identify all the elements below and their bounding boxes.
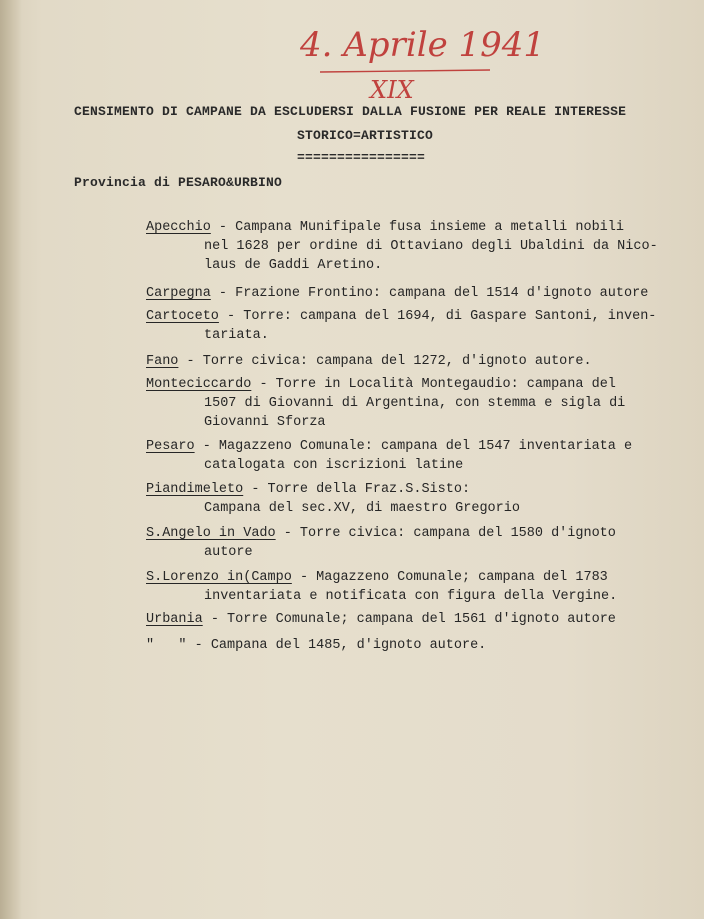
- entry-text: Campana del sec.XV, di maestro Gregorio: [204, 501, 520, 516]
- entry-place: Apecchio: [146, 220, 211, 235]
- entry-text: - Campana Munifipale fusa insieme a metalli nobili: [218, 220, 624, 235]
- handwritten-underline: [320, 70, 490, 72]
- entry-text: nel 1628 per ordine di Ottaviano degli Ubaldini da Nico-: [204, 239, 658, 254]
- heading-line-2: STORICO=ARTISTICO: [297, 128, 434, 143]
- entry-text: autore: [204, 545, 253, 560]
- entry-text: 1507 di Giovanni di Argentina, con stemma e sigla di: [204, 396, 626, 411]
- entry-text: Giovanni Sforza: [204, 415, 326, 430]
- entry-apecchio: [146, 218, 704, 275]
- entry-text: - Torre Comunale; campana del 1561 d'ignoto autore: [210, 612, 616, 627]
- entry-urbania: [146, 610, 704, 629]
- entry-text: - Torre della Fraz.S.Sisto:: [251, 482, 471, 497]
- entry-place: S.Angelo in Vado: [146, 526, 276, 541]
- entry-text: - Campana del 1485, d'ignoto autore.: [194, 638, 487, 653]
- entry-monteciccardo: [146, 375, 704, 432]
- entry-place: Fano: [146, 354, 179, 369]
- entry-cartoceto: [146, 307, 704, 345]
- entry-text: - Torre in Località Montegaudio: campana del: [259, 377, 616, 392]
- entry-text: inventariata e notificata con figura della Vergine.: [204, 589, 618, 604]
- entry-text: - Torre civica: campana del 1272, d'ignoto autore.: [186, 354, 592, 369]
- handwritten-date-annotation: [300, 14, 580, 104]
- entry-fano: [146, 352, 704, 371]
- entry-place: Carpegna: [146, 286, 211, 301]
- heading-line-1: CENSIMENTO DI CAMPANE DA ESCLUDERSI DALLA FUSIONE PER REALE INTERESSE: [74, 104, 627, 119]
- entry-pesaro: [146, 437, 704, 475]
- entry-carpegna: [146, 284, 704, 303]
- entry-place: Pesaro: [146, 439, 195, 454]
- handwritten-date: 4. Aprile 1941: [300, 25, 546, 65]
- heading-rule: ================: [297, 150, 426, 165]
- entry-text: - Frazione Frontino: campana del 1514 d'ignoto autore: [218, 286, 649, 301]
- entry-text: - Torre civica: campana del 1580 d'ignoto: [283, 526, 616, 541]
- entry-place: S.Lorenzo in(Campo: [146, 570, 292, 585]
- entry-place: Monteciccardo: [146, 377, 252, 392]
- handwritten-year-mark: XIX: [370, 76, 414, 104]
- entry-urbania-ditto: [146, 636, 704, 655]
- entry-piandimeleto: [146, 480, 704, 518]
- entry-text: tariata.: [204, 328, 269, 343]
- province-title: Provincia di PESARO&URBINO: [74, 175, 283, 190]
- entry-s-lorenzo-in-campo: [146, 568, 704, 606]
- entry-place: Cartoceto: [146, 309, 219, 324]
- entry-text: - Magazzeno Comunale: campana del 1547 inventariata e: [202, 439, 633, 454]
- entry-text: - Magazzeno Comunale; campana del 1783: [299, 570, 608, 585]
- entry-text: catalogata con iscrizioni latine: [204, 458, 464, 473]
- entry-text: laus de Gaddi Aretino.: [204, 258, 383, 273]
- entry-place: Urbania: [146, 612, 203, 627]
- ditto-mark: " ": [146, 638, 187, 653]
- entry-place: Piandimeleto: [146, 482, 244, 497]
- entry-s-angelo-in-vado: [146, 524, 704, 562]
- page-fold-shadow: [0, 0, 22, 919]
- entry-text: - Torre: campana del 1694, di Gaspare Santoni, inven-: [227, 309, 657, 324]
